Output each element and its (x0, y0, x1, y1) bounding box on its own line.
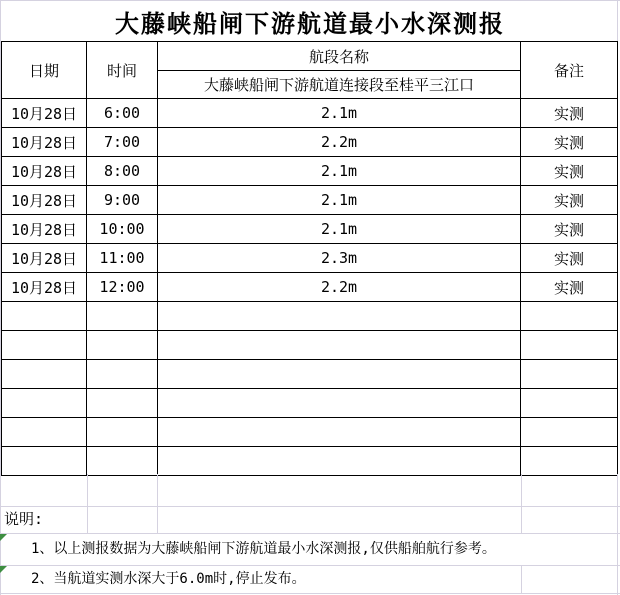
note-item-1[interactable]: 1、以上测报数据为大藤峡船闸下游航道最小水深测报,仅供船舶航行参考。 (31, 541, 496, 557)
remark-cell[interactable]: 实测 (521, 128, 618, 157)
date-cell[interactable]: 10月28日 (2, 99, 87, 128)
empty-row (2, 418, 618, 447)
depth-cell[interactable]: 2.2m (158, 273, 521, 302)
depth-cell[interactable]: 2.3m (158, 244, 521, 273)
empty-cell[interactable] (521, 360, 618, 389)
empty-cell[interactable] (158, 418, 521, 447)
notes-label[interactable]: 说明: (4, 510, 44, 528)
time-cell[interactable]: 12:00 (87, 273, 158, 302)
date-cell[interactable]: 10月28日 (2, 186, 87, 215)
data-row (2, 244, 618, 273)
depth-cell[interactable]: 2.1m (158, 99, 521, 128)
empty-row (2, 331, 618, 360)
gridline (87, 474, 88, 533)
date-cell[interactable]: 10月28日 (2, 273, 87, 302)
depth-cell[interactable]: 2.2m (158, 128, 521, 157)
report-table (1, 41, 618, 476)
empty-cell[interactable] (87, 418, 158, 447)
empty-cell[interactable] (521, 302, 618, 331)
remark-cell[interactable]: 实测 (521, 99, 618, 128)
segment-header-cell[interactable]: 航段名称 (158, 42, 521, 71)
cell-error-triangle-icon (0, 534, 7, 541)
empty-cell[interactable] (87, 360, 158, 389)
data-row (2, 99, 618, 128)
empty-cell[interactable] (158, 360, 521, 389)
remark-cell[interactable]: 实测 (521, 244, 618, 273)
empty-cell[interactable] (87, 331, 158, 360)
depth-cell[interactable]: 2.1m (158, 157, 521, 186)
header-row (2, 42, 618, 71)
remark-cell[interactable]: 实测 (521, 273, 618, 302)
depth-cell[interactable]: 2.1m (158, 215, 521, 244)
time-cell[interactable]: 8:00 (87, 157, 158, 186)
empty-cell[interactable] (158, 389, 521, 418)
time-cell[interactable]: 9:00 (87, 186, 158, 215)
report-title[interactable]: 大藤峡船闸下游航道最小水深测报 (115, 9, 505, 38)
data-row (2, 157, 618, 186)
gridline (0, 593, 620, 594)
gridline (521, 565, 522, 593)
empty-cell[interactable] (87, 447, 158, 476)
empty-cell[interactable] (521, 331, 618, 360)
depth-cell[interactable]: 2.1m (158, 186, 521, 215)
remark-cell[interactable]: 实测 (521, 186, 618, 215)
empty-cell[interactable] (87, 302, 158, 331)
empty-cell[interactable] (521, 389, 618, 418)
empty-cell[interactable] (2, 447, 87, 476)
time-cell[interactable]: 7:00 (87, 128, 158, 157)
empty-cell[interactable] (87, 389, 158, 418)
data-row (2, 273, 618, 302)
date-cell[interactable]: 10月28日 (2, 128, 87, 157)
data-row (2, 186, 618, 215)
empty-cell[interactable] (158, 302, 521, 331)
remark-header-cell[interactable]: 备注 (521, 42, 618, 99)
empty-cell[interactable] (2, 418, 87, 447)
empty-cell[interactable] (2, 389, 87, 418)
empty-row (2, 447, 618, 476)
empty-cell[interactable] (521, 418, 618, 447)
empty-row (2, 360, 618, 389)
empty-cell[interactable] (2, 302, 87, 331)
gridline (521, 474, 522, 533)
empty-cell[interactable] (521, 447, 618, 476)
empty-cell[interactable] (2, 331, 87, 360)
time-header-cell[interactable]: 时间 (87, 42, 158, 99)
segment-name-cell[interactable]: 大藤峡船闸下游航道连接段至桂平三江口 (158, 71, 521, 99)
empty-cell[interactable] (2, 360, 87, 389)
empty-row (2, 389, 618, 418)
time-cell[interactable]: 11:00 (87, 244, 158, 273)
remark-cell[interactable]: 实测 (521, 157, 618, 186)
empty-cell[interactable] (158, 447, 521, 476)
date-cell[interactable]: 10月28日 (2, 244, 87, 273)
data-row (2, 128, 618, 157)
note-item-2[interactable]: 2、当航道实测水深大于6.0m时,停止发布。 (31, 571, 306, 587)
remark-cell[interactable]: 实测 (521, 215, 618, 244)
date-cell[interactable]: 10月28日 (2, 157, 87, 186)
gridline (617, 474, 618, 595)
cell-error-triangle-icon (0, 566, 7, 573)
date-header-cell[interactable]: 日期 (2, 42, 87, 99)
empty-row (2, 302, 618, 331)
gridline (157, 474, 158, 533)
time-cell[interactable]: 6:00 (87, 99, 158, 128)
empty-cell[interactable] (158, 331, 521, 360)
data-row (2, 215, 618, 244)
date-cell[interactable]: 10月28日 (2, 215, 87, 244)
table-header (2, 42, 618, 99)
time-cell[interactable]: 10:00 (87, 215, 158, 244)
gridline (0, 506, 620, 507)
